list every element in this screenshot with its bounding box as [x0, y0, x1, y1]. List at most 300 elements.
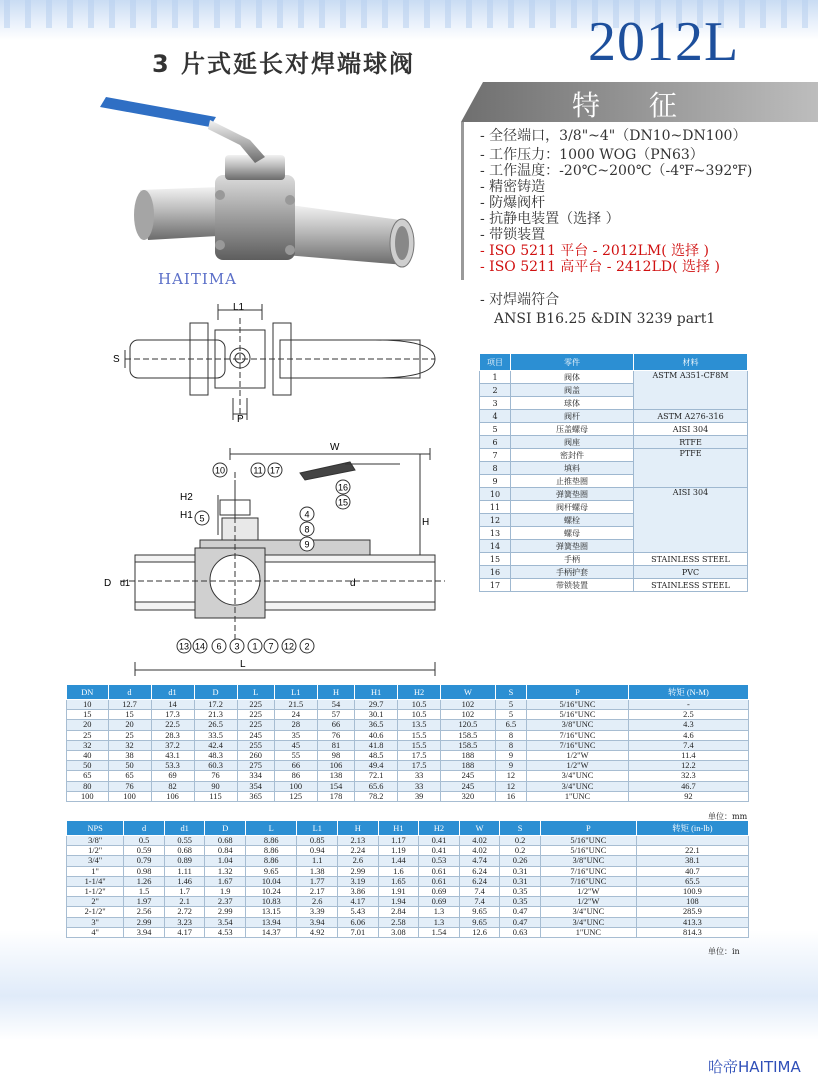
table-cell: 12.2: [628, 761, 748, 771]
callout-number: 10: [214, 465, 226, 476]
table-cell: 17.2: [194, 700, 237, 710]
table-cell: 42.4: [194, 740, 237, 750]
table-cell: 0.69: [419, 897, 460, 907]
metric_table-header-cell: W: [441, 685, 496, 700]
table-cell: 32.3: [628, 771, 748, 781]
table-cell: 15: [67, 710, 109, 720]
table-cell: 78.2: [355, 791, 398, 801]
callout-number: 9: [304, 539, 310, 550]
part-number: 9: [480, 475, 511, 488]
metric_table-header-cell: d: [108, 685, 151, 700]
table-cell: 2.17: [297, 886, 338, 896]
table-cell: 0.84: [205, 846, 246, 856]
table-cell: 3/8": [67, 836, 124, 846]
metric_table-header-cell: L1: [274, 685, 317, 700]
imperial_table-header-cell: L1: [297, 821, 338, 836]
table-cell: 115: [194, 791, 237, 801]
table-cell: 0.68: [205, 836, 246, 846]
part-material: RTFE: [634, 436, 748, 449]
table-cell: 7.01: [338, 927, 379, 937]
parts-table: [479, 353, 748, 592]
table-cell: 1.32: [205, 866, 246, 876]
table-cell: 0.98: [124, 866, 165, 876]
table-row: [67, 710, 749, 720]
table-row: [67, 917, 749, 927]
top-view-drawing: [105, 298, 440, 423]
table-cell: 26.5: [194, 720, 237, 730]
decor-stripe: [340, 0, 346, 28]
table-cell: 32: [108, 740, 151, 750]
table-cell: 0.31: [500, 866, 541, 876]
parts-row: [480, 488, 748, 501]
imperial_table-header-cell: H2: [419, 821, 460, 836]
table-cell: 1-1/2": [67, 886, 124, 896]
table-cell: 3": [67, 917, 124, 927]
table-cell: 334: [237, 771, 274, 781]
table-cell: 10.83: [246, 897, 297, 907]
footer-brand: 哈帝HAITIMA: [708, 1058, 801, 1076]
table-cell: 1.94: [378, 897, 419, 907]
table-cell: 3.08: [378, 927, 419, 937]
table-cell: 20: [108, 720, 151, 730]
standards-value: ANSI B16.25 &DIN 3239 part1: [494, 311, 716, 327]
table-cell: 14.37: [246, 927, 297, 937]
part-number: 12: [480, 514, 511, 527]
metric_table-header-cell: L: [237, 685, 274, 700]
feature-item: - 全径端口，3/8"~4"（DN10~DN100）: [480, 128, 747, 144]
dim-W: W: [330, 442, 340, 453]
decor-stripe: [256, 0, 262, 28]
table-cell: [636, 836, 748, 846]
table-cell: 5/16"UNC: [527, 710, 629, 720]
table-cell: 225: [237, 710, 274, 720]
table-cell: 125: [274, 791, 317, 801]
part-name: 阀体: [511, 371, 634, 384]
table-cell: 1.1: [297, 856, 338, 866]
parts-row: [480, 423, 748, 436]
part-number: 13: [480, 527, 511, 540]
dim-P: P: [237, 414, 244, 423]
table-cell: 25: [108, 730, 151, 740]
table-cell: 5: [495, 700, 527, 710]
table-cell: 21.5: [274, 700, 317, 710]
table-cell: 7/16"UNC: [540, 876, 636, 886]
table-cell: 15.5: [398, 730, 441, 740]
table-cell: 33: [398, 771, 441, 781]
table-cell: 86: [274, 771, 317, 781]
table-cell: 9.65: [246, 866, 297, 876]
feature-item: - ISO 5211 高平台 - 2412LD( 选择 ): [480, 259, 720, 275]
imperial_table-header-cell: S: [500, 821, 541, 836]
table-cell: 49.4: [355, 761, 398, 771]
table-cell: 2.99: [205, 907, 246, 917]
part-number: 1: [480, 371, 511, 384]
table-cell: 13.5: [398, 720, 441, 730]
table-cell: 1.46: [164, 876, 205, 886]
table-cell: 4.17: [164, 927, 205, 937]
part-name: 球体: [511, 397, 634, 410]
part-name: 阀杆: [511, 410, 634, 423]
table-row: [67, 836, 749, 846]
table-cell: 100: [67, 791, 109, 801]
table-cell: 46.7: [628, 781, 748, 791]
table-cell: 40.6: [355, 730, 398, 740]
table-cell: 13.15: [246, 907, 297, 917]
part-number: 10: [480, 488, 511, 501]
table-row: [67, 761, 749, 771]
table-cell: 66: [317, 720, 354, 730]
table-cell: 3.94: [297, 917, 338, 927]
table-cell: 0.68: [164, 846, 205, 856]
table-cell: 106: [151, 791, 194, 801]
table-row: [67, 771, 749, 781]
feature-item: - 精密铸造: [480, 179, 546, 195]
table-cell: 5/16"UNC: [527, 700, 629, 710]
standards-label: - 对焊端符合: [480, 292, 560, 308]
table-cell: 3.23: [164, 917, 205, 927]
table-cell: 0.2: [500, 836, 541, 846]
table-cell: 814.3: [636, 927, 748, 937]
callout-number: 7: [268, 641, 274, 652]
table-cell: 9: [495, 761, 527, 771]
table-cell: 5.43: [338, 907, 379, 917]
table-row: [67, 897, 749, 907]
part-name: 止推垫圈: [511, 475, 634, 488]
metric_table-header-cell: d1: [151, 685, 194, 700]
table-cell: 12.6: [459, 927, 500, 937]
table-cell: 8.86: [246, 856, 297, 866]
decor-stripe: [4, 0, 10, 28]
metric_table-header-cell: DN: [67, 685, 109, 700]
table-cell: 37.2: [151, 740, 194, 750]
table-cell: 28: [274, 720, 317, 730]
table-cell: 65: [108, 771, 151, 781]
valve-body-shape: [134, 155, 414, 267]
table-cell: 33.5: [194, 730, 237, 740]
callout-number: 2: [304, 641, 310, 652]
table-cell: 0.2: [500, 846, 541, 856]
metric_table-header-cell: H: [317, 685, 354, 700]
table-cell: 1.5: [124, 886, 165, 896]
metric_table-header-cell: D: [194, 685, 237, 700]
imperial_table-header-cell: d1: [164, 821, 205, 836]
table-cell: 1.65: [378, 876, 419, 886]
handle-shape: [100, 97, 265, 163]
parts-header-no: 项目: [480, 354, 511, 371]
table-cell: 100: [108, 791, 151, 801]
decor-stripe: [319, 0, 325, 28]
table-cell: 2.24: [338, 846, 379, 856]
metric_table-header-cell: H2: [398, 685, 441, 700]
imperial_table-header-cell: P: [540, 821, 636, 836]
table-cell: 260: [237, 750, 274, 760]
table-cell: 15.5: [398, 740, 441, 750]
table-cell: 60.3: [194, 761, 237, 771]
table-cell: 40.7: [636, 866, 748, 876]
part-material: AISI 304: [634, 488, 748, 553]
table-cell: 2.56: [124, 907, 165, 917]
table-cell: 55: [274, 750, 317, 760]
table-cell: 4.02: [459, 836, 500, 846]
imperial_table-header-cell: W: [459, 821, 500, 836]
table-cell: 285.9: [636, 907, 748, 917]
metric_table-header-cell: P: [527, 685, 629, 700]
decor-stripe: [424, 0, 430, 28]
table-row: [67, 907, 749, 917]
table-cell: 0.31: [500, 876, 541, 886]
dim-d1: d1: [120, 578, 131, 588]
table-cell: 5/16"UNC: [540, 836, 636, 846]
table-cell: 188: [441, 761, 496, 771]
table-cell: 12: [495, 781, 527, 791]
parts-header-material: 材料: [634, 354, 748, 371]
imperial_table-header-cell: H: [338, 821, 379, 836]
table-cell: 33: [398, 781, 441, 791]
feature-item: - 工作压力：1000 WOG（PN63）: [480, 147, 704, 163]
table-cell: 9.65: [459, 917, 500, 927]
table-cell: 102: [441, 710, 496, 720]
table-cell: 25: [67, 730, 109, 740]
table-cell: 154: [317, 781, 354, 791]
table-cell: 98: [317, 750, 354, 760]
parts-row: [480, 553, 748, 566]
part-material: PTFE: [634, 449, 748, 488]
table-cell: 17.5: [398, 761, 441, 771]
table-cell: 1.19: [378, 846, 419, 856]
table-cell: 6.24: [459, 876, 500, 886]
parts-row: [480, 371, 748, 384]
table-cell: 80: [67, 781, 109, 791]
table-cell: 76: [194, 771, 237, 781]
table-cell: 1.26: [124, 876, 165, 886]
table-cell: 1/2"W: [540, 897, 636, 907]
part-name: 手柄护套: [511, 566, 634, 579]
table-cell: 45: [274, 740, 317, 750]
table-cell: 10.04: [246, 876, 297, 886]
callout-number: 1: [252, 641, 258, 652]
table-cell: 0.94: [297, 846, 338, 856]
table-cell: 1.11: [164, 866, 205, 876]
table-cell: 1.97: [124, 897, 165, 907]
table-cell: 9.65: [459, 907, 500, 917]
table-cell: 4": [67, 927, 124, 937]
table-cell: 100: [274, 781, 317, 791]
part-number: 14: [480, 540, 511, 553]
table-cell: 1/2": [67, 846, 124, 856]
table-cell: 0.53: [419, 856, 460, 866]
feature-divider: [461, 122, 464, 280]
table-cell: 90: [194, 781, 237, 791]
callout-number: 13: [178, 641, 190, 652]
table-cell: 138: [317, 771, 354, 781]
callout-number: 14: [194, 641, 206, 652]
table-cell: 39: [398, 791, 441, 801]
dim-D: D: [104, 578, 112, 589]
table-cell: 0.35: [500, 897, 541, 907]
table-cell: 28.3: [151, 730, 194, 740]
table-cell: 65: [67, 771, 109, 781]
table-cell: 245: [441, 781, 496, 791]
table-cell: 15: [108, 710, 151, 720]
imperial-dimension-table: [66, 820, 749, 938]
table-cell: 1.9: [205, 886, 246, 896]
imperial_table-header-cell: D: [205, 821, 246, 836]
dim-H2: H2: [180, 492, 193, 503]
table-cell: 10.5: [398, 710, 441, 720]
table-cell: 1"UNC: [527, 791, 629, 801]
table-cell: 0.5: [124, 836, 165, 846]
decor-stripe: [445, 0, 451, 28]
table-cell: 4.92: [297, 927, 338, 937]
decor-stripe: [214, 0, 220, 28]
dim-L1: L1: [233, 302, 245, 313]
table-cell: 9: [495, 750, 527, 760]
table-cell: 24: [274, 710, 317, 720]
table-cell: 3.54: [205, 917, 246, 927]
parts-row: [480, 410, 748, 423]
table-cell: 2.5: [628, 710, 748, 720]
table-cell: 7.4: [459, 897, 500, 907]
table-cell: 1-1/4": [67, 876, 124, 886]
table-cell: 50: [67, 761, 109, 771]
table-row: [67, 866, 749, 876]
decor-stripe: [277, 0, 283, 28]
decor-stripe: [739, 0, 745, 28]
table-cell: 7/16"UNC: [527, 730, 629, 740]
part-number: 8: [480, 462, 511, 475]
valve-photo: [100, 95, 430, 285]
table-cell: 0.55: [164, 836, 205, 846]
parts-header-part: 零件: [511, 354, 634, 371]
table-cell: 7.4: [459, 886, 500, 896]
table-cell: 1.44: [378, 856, 419, 866]
table-cell: 255: [237, 740, 274, 750]
table-cell: 36.5: [355, 720, 398, 730]
page-title: 3 片式延长对焊端球阀: [152, 50, 416, 78]
feature-item: - ISO 5211 平台 - 2012LM( 选择 ): [480, 243, 710, 259]
table-cell: 8.86: [246, 836, 297, 846]
table-row: [67, 846, 749, 856]
table-cell: 48.3: [194, 750, 237, 760]
table-cell: 1/2"W: [527, 750, 629, 760]
table-cell: 1.3: [419, 917, 460, 927]
callout-number: 12: [283, 641, 295, 652]
table-row: [67, 730, 749, 740]
table-row: [67, 740, 749, 750]
dim-d: d: [350, 578, 356, 589]
decor-stripe: [781, 0, 787, 28]
table-cell: 4.02: [459, 846, 500, 856]
table-cell: 106: [317, 761, 354, 771]
table-cell: 4.74: [459, 856, 500, 866]
metric-unit: 单位：mm: [708, 812, 748, 821]
part-name: 螺栓: [511, 514, 634, 527]
imperial-unit: 单位：in: [708, 947, 740, 956]
part-number: 11: [480, 501, 511, 514]
feature-title: 特 征: [572, 89, 697, 122]
callout-number: 16: [337, 482, 349, 493]
table-cell: 2.72: [164, 907, 205, 917]
table-cell: 8: [495, 740, 527, 750]
table-cell: 1.67: [205, 876, 246, 886]
dim-H: H: [422, 517, 430, 528]
part-number: 6: [480, 436, 511, 449]
decor-stripe: [403, 0, 409, 28]
table-cell: 2.58: [378, 917, 419, 927]
table-cell: 354: [237, 781, 274, 791]
table-cell: 2-1/2": [67, 907, 124, 917]
table-cell: 2": [67, 897, 124, 907]
decor-stripe: [550, 0, 556, 28]
table-cell: 0.59: [124, 846, 165, 856]
table-cell: 3/4"UNC: [540, 907, 636, 917]
imperial_table-header-cell: H1: [378, 821, 419, 836]
part-number: 5: [480, 423, 511, 436]
decor-stripe: [466, 0, 472, 28]
table-cell: 81: [317, 740, 354, 750]
table-cell: 22.5: [151, 720, 194, 730]
table-cell: 21.3: [194, 710, 237, 720]
table-cell: 158.5: [441, 730, 496, 740]
parts-row: [480, 579, 748, 592]
table-cell: 3/8"UNC: [527, 720, 629, 730]
table-cell: 320: [441, 791, 496, 801]
table-cell: 158.5: [441, 740, 496, 750]
table-cell: 1.38: [297, 866, 338, 876]
table-cell: 1.3: [419, 907, 460, 917]
table-cell: 30.1: [355, 710, 398, 720]
image-brand-label: HAITIMA: [158, 270, 237, 288]
part-material: STAINLESS STEEL: [634, 579, 748, 592]
metric_table-header-cell: 转矩 (N-M): [628, 685, 748, 700]
table-cell: 4.6: [628, 730, 748, 740]
part-number: 16: [480, 566, 511, 579]
table-cell: 3/4"UNC: [527, 781, 629, 791]
table-cell: 2.84: [378, 907, 419, 917]
table-cell: 178: [317, 791, 354, 801]
part-number: 7: [480, 449, 511, 462]
decor-stripe: [571, 0, 577, 28]
decor-stripe: [151, 0, 157, 28]
table-cell: 17.5: [398, 750, 441, 760]
table-cell: 48.5: [355, 750, 398, 760]
table-cell: 7/16"UNC: [527, 740, 629, 750]
callout-number: 11: [253, 465, 263, 476]
table-cell: 100.9: [636, 886, 748, 896]
decor-stripe: [130, 0, 136, 28]
part-material: ASTM A351-CF8M: [634, 371, 748, 410]
table-cell: 3/4"UNC: [540, 917, 636, 927]
feature-item: - 带锁装置: [480, 227, 546, 243]
table-cell: 1.91: [378, 886, 419, 896]
table-cell: 50: [108, 761, 151, 771]
table-cell: 7/16"UNC: [540, 866, 636, 876]
table-cell: 365: [237, 791, 274, 801]
table-cell: 0.41: [419, 846, 460, 856]
table-cell: 92: [628, 791, 748, 801]
table-cell: 1.6: [378, 866, 419, 876]
table-cell: 0.47: [500, 917, 541, 927]
table-cell: 4.53: [205, 927, 246, 937]
table-cell: 66: [274, 761, 317, 771]
feature-item: - 抗静电装置（选择 ）: [480, 211, 620, 227]
decor-stripe: [88, 0, 94, 28]
table-cell: 2.6: [297, 897, 338, 907]
table-cell: 82: [151, 781, 194, 791]
table-cell: 0.41: [419, 836, 460, 846]
decor-stripe: [235, 0, 241, 28]
table-cell: 65.6: [355, 781, 398, 791]
